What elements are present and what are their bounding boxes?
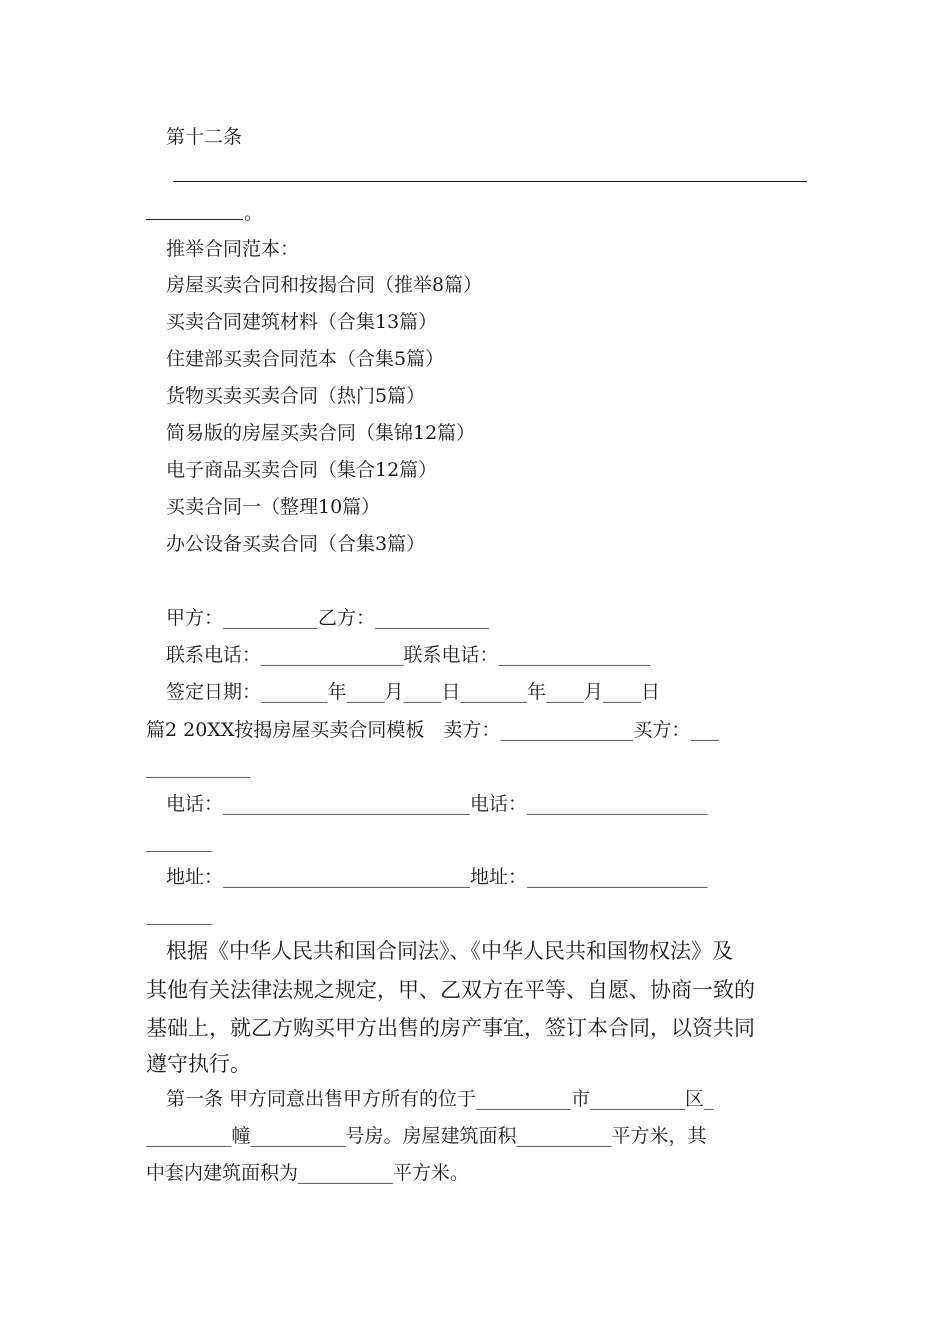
- article-12-end-mark: 。: [244, 202, 264, 224]
- recommend-title: 推举合同范本：: [166, 238, 300, 260]
- recommend-item[interactable]: 货物买卖买卖合同（热门5篇）: [166, 385, 426, 407]
- template-header-continued: ___________: [146, 756, 251, 778]
- clause-1-line: 第一条 甲方同意出售甲方所有的位于__________市__________区_: [166, 1088, 714, 1110]
- article-12-blank-line: [173, 181, 807, 182]
- preamble-line: 其他有关法律法规之规定，甲、乙双方在平等、自愿、协商一致的: [146, 978, 755, 1002]
- signature-phones: 联系电话：_______________联系电话：________________: [166, 644, 651, 666]
- preamble-line: 根据《中华人民共和国合同法》、《中华人民共和国物权法》及: [166, 939, 733, 963]
- template-header: 篇2 20XX按揭房屋买卖合同模板 卖方：______________买方：___: [146, 719, 719, 741]
- recommend-item[interactable]: 办公设备买卖合同（合集3篇）: [166, 533, 426, 555]
- clause-1-line: 中套内建筑面积为__________平方米。: [146, 1162, 470, 1184]
- recommend-item[interactable]: 简易版的房屋买卖合同（集锦12篇）: [166, 422, 476, 444]
- signature-parties: 甲方：__________乙方：____________: [166, 607, 490, 629]
- seller-buyer-phone: 电话：__________________________电话：___________________: [160, 793, 708, 815]
- recommend-item[interactable]: 买卖合同一（整理10篇）: [166, 496, 381, 518]
- preamble-line: 基础上，就乙方购买甲方出售的房产事宜，签订本合同，以资共同: [146, 1016, 755, 1040]
- article-12-heading: 第十二条: [166, 126, 243, 148]
- signature-date: 签定日期：_______年____月____日_______年____月____日: [166, 681, 661, 703]
- seller-buyer-address-continued: _______: [146, 903, 213, 925]
- recommend-item[interactable]: 电子商品买卖合同（集合12篇）: [166, 459, 438, 481]
- clause-1-line: _________幢__________号房。房屋建筑面积__________平方米，其: [146, 1125, 707, 1147]
- seller-buyer-address: 地址：__________________________地址：___________________: [160, 866, 708, 888]
- recommend-item[interactable]: 住建部买卖合同范本（合集5篇）: [166, 348, 445, 370]
- recommend-item[interactable]: 房屋买卖合同和按揭合同（推举8篇）: [166, 274, 483, 296]
- preamble-line: 遵守执行。: [146, 1052, 251, 1076]
- seller-buyer-phone-continued: _______: [146, 830, 213, 852]
- recommend-item[interactable]: 买卖合同建筑材料（合集13篇）: [166, 311, 438, 333]
- article-12-blank-line-2: [146, 219, 243, 220]
